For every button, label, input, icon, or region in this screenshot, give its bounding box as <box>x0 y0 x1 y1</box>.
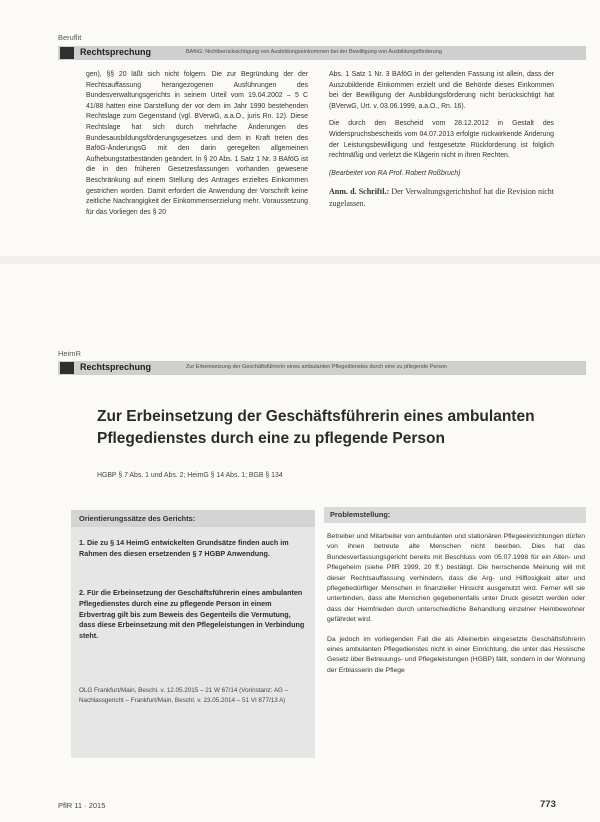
section-label-bottom: HeimR <box>58 349 81 358</box>
header-mark <box>60 47 74 59</box>
editor-note: (Bearbeitet von RA Prof. Robert Roßbruch) <box>329 169 461 177</box>
article-title: Zur Erbeinsetzung der Geschäftsführerin eines ambulanten Pflegedienstes durch eine zu pflegende Person <box>97 408 535 447</box>
orientation-point-1: 1. Die zu § 14 HeimG entwickelten Grundsätze finden auch im Rahmen des diesen ersetzenden § 7 HGBP Anwendung. <box>79 538 289 558</box>
header-title-top: Rechtsprechung <box>80 47 152 57</box>
court-citation: OLG Frankfurt/Main, Beschl. v. 12.05.2015 – 21 W 67/14 (Vorinstanz: AG – Nachlassgericht – Frankfurt/Main, Beschl. v. 23.05.2014 – 51 VI 877/13 A) <box>79 687 289 704</box>
header-strip-bottom <box>58 361 586 375</box>
statute-references: HGBP § 7 Abs. 1 und Abs. 2; HeimG § 14 Abs. 1; BGB § 134 <box>97 472 283 479</box>
problem-heading: Problemstellung: <box>324 507 586 523</box>
header-title-bottom: Rechtsprechung <box>80 362 152 372</box>
problem-paragraph-1: Betreiber und Mitarbeiter von ambulanten und stationären Pflegeeinrichtungen dürfen von ihnen betreute alte Menschen nicht beerben. Dies hat das Bundesverfassungsgericht bereits mit Beschluss vom 05.07.1998 für ein Alten- und Pflegeheim (siehe PflR 1999, 20 ff.) bestätigt. Die herrschende Meinung will mit dieser Rechtsauffassung verhindern, dass die Arg- und Hilflosigkeit alter und pflegebedürftiger Menschen in finanzieller Hinsicht ausgenutzt wird. Ferner will sie unterbinden, dass alte Menschen gegebenenfalls unter Druck gesetzt werden oder dass der Heimfrieden durch unterschiedliche Behandlung einzelner Heimbewohner gefährdet wird. <box>327 533 585 624</box>
top-right-paragraph-2: Die durch den Bescheid vom 28.12.2012 in Gestalt des Widerspruchsbescheids vom 04.07.2013 erfolgte rückwirkende Änderung der Leistungsbewilligung und festgesetzte Rückforderung ist folglich rechtmäßig und verletzt die Klägerin nicht in ihren Rechten. <box>329 120 554 160</box>
top-left-paragraph: gen), §§ 20 läßt sich nicht folgern. Die zur Begründung der der Rechtsauffassung herangezogenen Ausführungen des Bundesverwaltungsgerichts in seinem Urteil vom 19.04.2002 – 5 C 41/88 hatten eine Darstellung der vor dem im Jahr 1990 bestehenden Rechtslage zum Gegenstand (vgl. BVerwG, a.a.O., juris Rn. 12). Diese Rechtslage hat sich durch mehrfache Änderungen des Bundesausbildungsförderungsgesetzes und dem in Kraft treten des BaföG-ÄnderungsG mit den darin geregelten allgemeinen Aufhebungstatbeständen geändert. In § 20 Abs. 1 Satz 1 Nr. 3 BAföG ist die in den früheren Gesetzesfassungen vorhanden gewesene Beschränkung auf einem Stellung des Antrages erzieltes Einkommen gestrichen worden. Damit erfordert die Anwendung der Vorschrift keine zeitliche Nachrangigkeit der Einkommenserzielung mehr. Voraussetzung für das Vorliegen des § 20 <box>86 71 308 216</box>
header-strip-top <box>58 46 586 60</box>
journal-issue: PflR 11 · 2015 <box>58 801 106 810</box>
page-divider <box>0 256 600 264</box>
author-remark-text: Der Verwaltungsgerichtshof hat die Revision nicht zugelassen. <box>329 187 554 208</box>
page-number: 773 <box>540 799 556 810</box>
problem-paragraph-2: Da jedoch im vorliegenden Fall die als Alleinerbin eingesetzte Geschäftsführerin eines ambulanten Pflegedienstes nicht in einer Einrichtung, die unter das Hessische Gesetz über Betreuungs- und Pflegeleistungen (HGBP) fällt, sondern in der Wohnung der Erblasserin die Pflege <box>327 635 585 674</box>
author-remark-label: Anm. d. Schriftl.: <box>329 187 390 197</box>
orientation-box <box>71 510 315 758</box>
header-subtitle-bottom: Zur Erbeinsetzung der Geschäftsführerin eines ambulanten Pflegedienstes durch eine zu pflegende Person <box>186 364 448 370</box>
top-right-paragraph-1: Abs. 1 Satz 1 Nr. 3 BAföG in der geltenden Fassung ist allein, dass der Auszubildende Einkommen erzielt und die Behörde dieses Einkommen bei der Bewilligung der Ausbildungsförderung nicht berücksichtigt hat (BVerwG, Urt. v. 03.06.1999, a.a.O., Rn. 16). <box>329 71 554 110</box>
header-subtitle-top: BAföG; Nichtberücksichtigung von Ausbildungseinkommen bei der Bewilligung von Ausbildungsförderung <box>186 49 442 55</box>
top-left-column <box>86 70 308 218</box>
section-label-top: Beruflit <box>58 33 82 42</box>
orientation-point-2: 2. Für die Erbeinsetzung der Geschäftsführerin eines ambulanten Pflegedienstes durch eine zu pflegende Person in einem Erbvertrag gilt bis zum Beweis des Gegenteils die Vermutung, dass diese Erbeinsetzung mit den Pflegeleistungen in Verbindung steht. <box>79 588 305 641</box>
header-mark <box>60 362 74 374</box>
top-right-column <box>329 70 554 209</box>
orientation-box-heading: Orientierungssätze des Gerichts: <box>71 510 315 527</box>
problem-column <box>327 532 585 676</box>
author-remark <box>329 186 554 209</box>
